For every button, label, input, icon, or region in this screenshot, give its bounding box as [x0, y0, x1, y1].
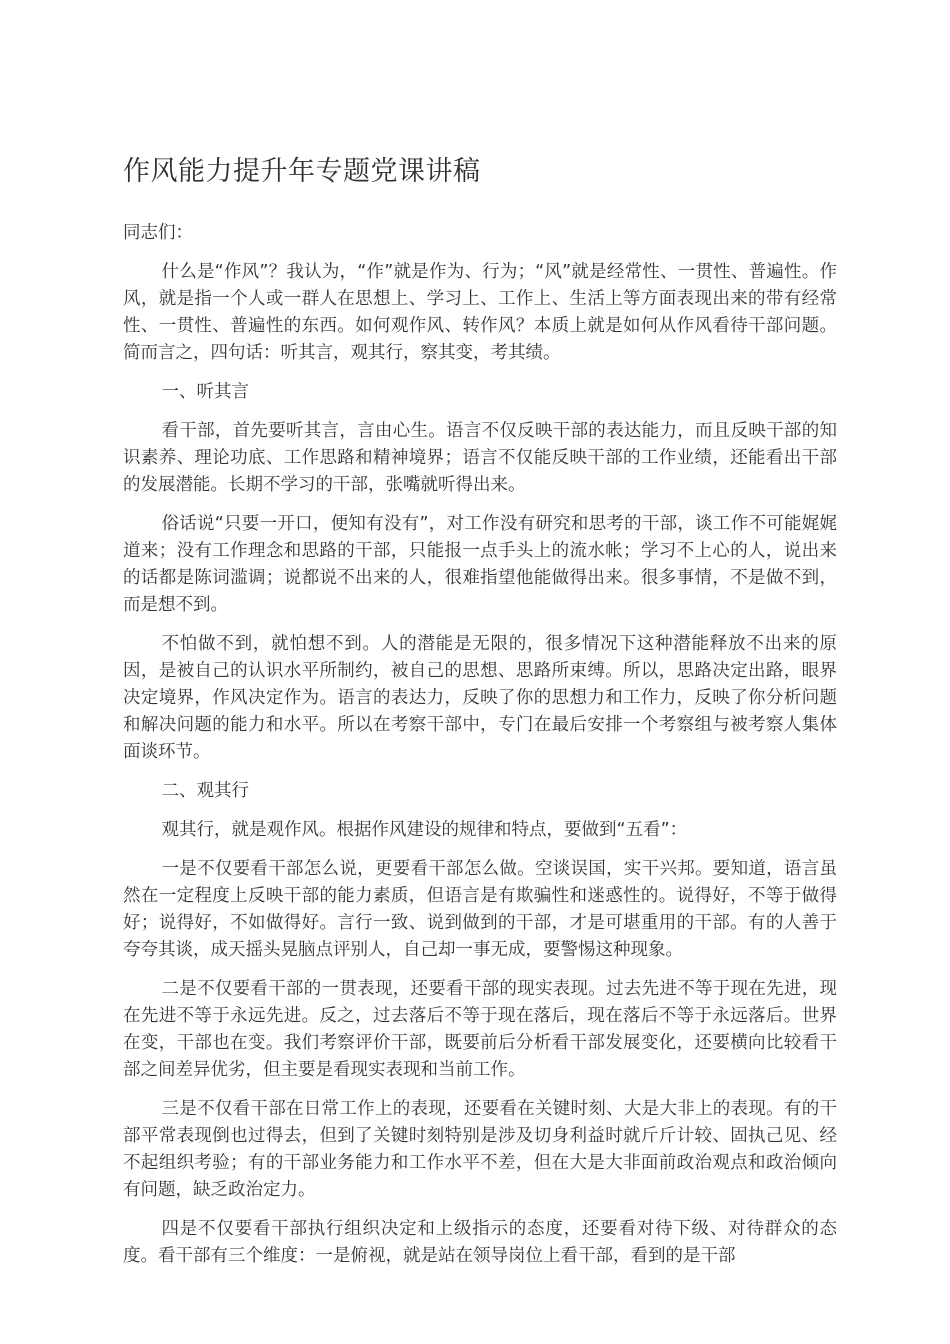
paragraph-2: 看干部，首先要听其言，言由心生。语言不仅反映干部的表达能力，而且反映干部的知识素养、理论功底、工作思路和精神境界；语言不仅能反映干部的工作业绩，还能看出干部的发展潜能。长期不学习的干部，张嘴就听得出来。	[123, 421, 837, 495]
paragraph-5: 观其行，就是观作风。根据作风建设的规律和特点，要做到“五看”：	[161, 820, 688, 840]
section-heading-1: 一、听其言	[161, 382, 249, 402]
paragraph-8: 三是不仅看干部在日常工作上的表现，还要看在关键时刻、大是大非上的表现。有的干部平常表现倒也过得去，但到了关键时刻特别是涉及切身利益时就斤斤计较、固执己见、经不起组织考验；有的干部业务能力和工作水平不差，但在大是大非面前政治观点和政治倾向有问题，缺乏政治定力。	[123, 1099, 837, 1200]
paragraph-6: 一是不仅要看干部怎么说，更要看干部怎么做。空谈误国，实干兴邦。要知道，语言虽然在一定程度上反映干部的能力素质，但语言是有欺骗性和迷惑性的。说得好，不等于做得好；说得好，不如做得好。言行一致、说到做到的干部，才是可堪重用的干部。有的人善于夸夸其谈，成天摇头晃脑点评别人，自己却一事无成，要警惕这种现象。	[123, 859, 837, 960]
paragraph-9: 四是不仅要看干部执行组织决定和上级指示的态度，还要看对待下级、对待群众的态度。看干部有三个维度：一是俯视，就是站在领导岗位上看干部，看到的是干部	[123, 1219, 837, 1266]
paragraph-3: 俗话说“只要一开口，便知有没有”，对工作没有研究和思考的干部，谈工作不可能娓娓道来；没有工作理念和思路的干部，只能报一点手头上的流水帐；学习不上心的人，说出来的话都是陈词滥调；说都说不出来的人，很难指望他能做得出来。很多事情，不是做不到，而是想不到。	[123, 514, 837, 615]
section-heading-2: 二、观其行	[161, 781, 249, 801]
paragraph-7: 二是不仅要看干部的一贯表现，还要看干部的现实表现。过去先进不等于现在先进，现在先进不等于永远先进。反之，过去落后不等于现在落后，现在落后不等于永远落后。世界在变，干部也在变。我们考察评价干部，既要前后分析看干部发展变化，还要横向比较看干部之间差异优劣，但主要是看现实表现和当前工作。	[123, 979, 837, 1080]
paragraph-4: 不怕做不到，就怕想不到。人的潜能是无限的，很多情况下这种潜能释放不出来的原因，是被自己的认识水平所制约，被自己的思想、思路所束缚。所以，思路决定出路，眼界决定境界，作风决定作为。语言的表达力，反映了你的思想力和工作力，反映了你分析问题和解决问题的能力和水平。所以在考察干部中，专门在最后安排一个考察组与被考察人集体面谈环节。	[123, 634, 837, 762]
document-page	[123, 150, 837, 1282]
paragraph-1: 什么是“作风”？我认为，“作”就是作为、行为；“风”就是经常性、一贯性、普遍性。作风，就是指一个人或一群人在思想上、学习上、工作上、生活上等方面表现出来的带有经常性、一贯性、普遍性的东西。如何观作风、转作风？本质上就是如何从作风看待干部问题。简而言之，四句话：听其言，观其行，察其变，考其绩。	[123, 262, 837, 363]
salutation: 同志们：	[123, 223, 193, 243]
document-title: 作风能力提升年专题党课讲稿	[123, 156, 481, 187]
